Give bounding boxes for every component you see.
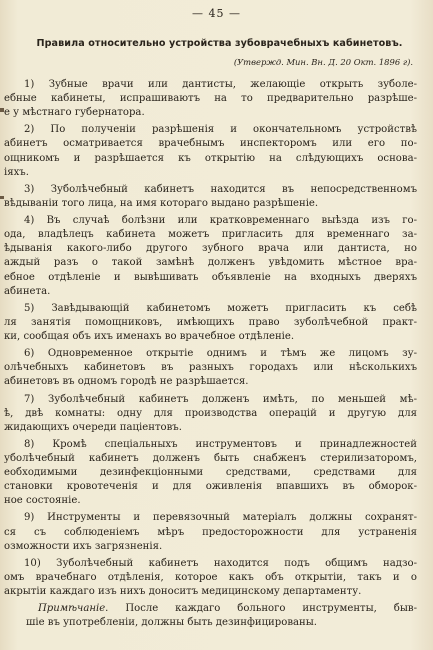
text-line: 8) Кромѣ спеціальныхъ инструментовъ и принадлежностей bbox=[24, 438, 417, 450]
text-line bbox=[4, 602, 417, 616]
text-line: акрытіи каждаго изъ нихъ доноситъ медицинскому департаменту. bbox=[4, 586, 362, 598]
text-line: е у мѣстнаго губернатора. bbox=[4, 107, 145, 119]
text-line: шіе въ употребленіи, должны быть дезинфицированы. bbox=[26, 617, 317, 629]
text-line: становки кровотеченія и для оживленія впавшихъ въ обморок- bbox=[4, 481, 417, 493]
text-line: 3) Зуболѣчебный кабинетъ находится въ непосредственномъ bbox=[24, 183, 417, 195]
note-label: Примѣчаніе. bbox=[38, 603, 109, 615]
page-number: — 45 — bbox=[192, 7, 241, 20]
text-line: ся съ соблюденіемъ мѣръ предосторожности для устраненія bbox=[4, 526, 417, 538]
text-line: вѣдываніи того лица, на имя котораго выдано разрѣшеніе. bbox=[4, 197, 319, 209]
text-line: ное состояніе. bbox=[4, 495, 81, 507]
text-line: 5) Завѣдывающій кабинетомъ можетъ пригласить къ себѣ bbox=[24, 302, 417, 314]
note-paragraph bbox=[4, 602, 417, 630]
text-line: абинетовъ въ одномъ городѣ не разрѣшается. bbox=[4, 376, 249, 388]
text-line: омъ врачебнаго отдѣленія, которое какъ объ открытіи, такъ и о bbox=[4, 571, 417, 583]
text-line: ебные кабинеты, испрашиваютъ на то предварительно разрѣше- bbox=[4, 93, 417, 105]
text-line: ля занятія помощниковъ, имѣющихъ право зуболѣчебной практ- bbox=[4, 316, 417, 328]
text-line: ѣдыванія какого-либо другого зубного врача или дантиста, но bbox=[4, 243, 417, 255]
text-line: абинетъ осматривается врачебнымъ инспекторомъ или его по- bbox=[4, 138, 417, 150]
rule-paragraph-5 bbox=[4, 302, 417, 344]
text-line: 1) Зубные врачи или дантисты, желающіе открыть зуболе- bbox=[24, 79, 417, 90]
text-line: ѣ, двѣ комнаты: одну для производства операцій и другую для bbox=[4, 407, 417, 419]
rule-paragraph-9 bbox=[4, 511, 417, 553]
rule-paragraph-6 bbox=[4, 347, 417, 389]
rule-paragraph-3 bbox=[4, 183, 417, 211]
approval-note: (Утвержд. Мин. Вн. Д. 20 Окт. 1896 г). bbox=[233, 57, 413, 67]
text-line: абинета. bbox=[4, 285, 51, 297]
text-line: ода, владѣлецъ кабинета можетъ пригласить для временнаго за- bbox=[4, 229, 417, 241]
text-line: іяхъ. bbox=[4, 166, 29, 178]
text-line: 9) Инструменты и перевязочный матеріалъ должны сохранят- bbox=[24, 512, 417, 524]
text-line: 6) Одновременное открытіе однимъ и тѣмъ же лицомъ зу- bbox=[24, 348, 417, 360]
text-line: 2) По полученіи разрѣшенія и окончательномъ устройствѣ bbox=[24, 124, 417, 136]
text-line: 10) Зуболѣчебный кабинетъ находится подъ общимъ надзо- bbox=[24, 557, 417, 569]
text-line: олѣчебныхъ кабинетовъ въ разныхъ городахъ или нѣсколькихъ bbox=[4, 362, 417, 374]
rules-text bbox=[4, 78, 417, 630]
text-line: жидающихъ очереди пацiентовъ. bbox=[4, 421, 182, 433]
rule-paragraph-4 bbox=[4, 214, 417, 299]
rule-paragraph-10 bbox=[4, 557, 417, 599]
text-line: ки, сообщая объ ихъ именахъ во врачебное отдѣленіе. bbox=[4, 330, 295, 342]
text-line: 7) Зуболѣчебный кабинетъ долженъ имѣть, по меньшей мѣ- bbox=[24, 393, 417, 405]
document-title: Правила относительно устройства зубоврачебныхъ кабинетовъ. bbox=[36, 38, 403, 49]
note-text: После каждаго больного инструменты, быв- bbox=[108, 603, 417, 615]
text-line: озможности ихъ загрязненія. bbox=[4, 540, 163, 552]
rule-paragraph-8 bbox=[4, 438, 417, 508]
text-line: ебное отдѣленіе и вывѣшивать объявленіе на входныхъ дверяхъ bbox=[4, 271, 417, 283]
text-line: аждый разъ о такой замѣнѣ долженъ увѣдомить мѣстное вра- bbox=[4, 257, 417, 269]
rule-paragraph-1 bbox=[4, 78, 417, 120]
text-line: 4) Въ случаѣ болѣзни или кратковременнаго выѣзда изъ го- bbox=[24, 215, 417, 227]
rule-paragraph-2 bbox=[4, 123, 417, 179]
text-line: ощникомъ и разрѣшается къ открытію на слѣдующихъ основа- bbox=[4, 152, 417, 164]
text-line: уболѣчебный кабинетъ долженъ быть снабженъ стерилизаторомъ, bbox=[4, 453, 417, 464]
rule-paragraph-7 bbox=[4, 393, 417, 435]
text-line: еобходимыми дезинфекціонными средствами, средствами для bbox=[4, 467, 417, 479]
